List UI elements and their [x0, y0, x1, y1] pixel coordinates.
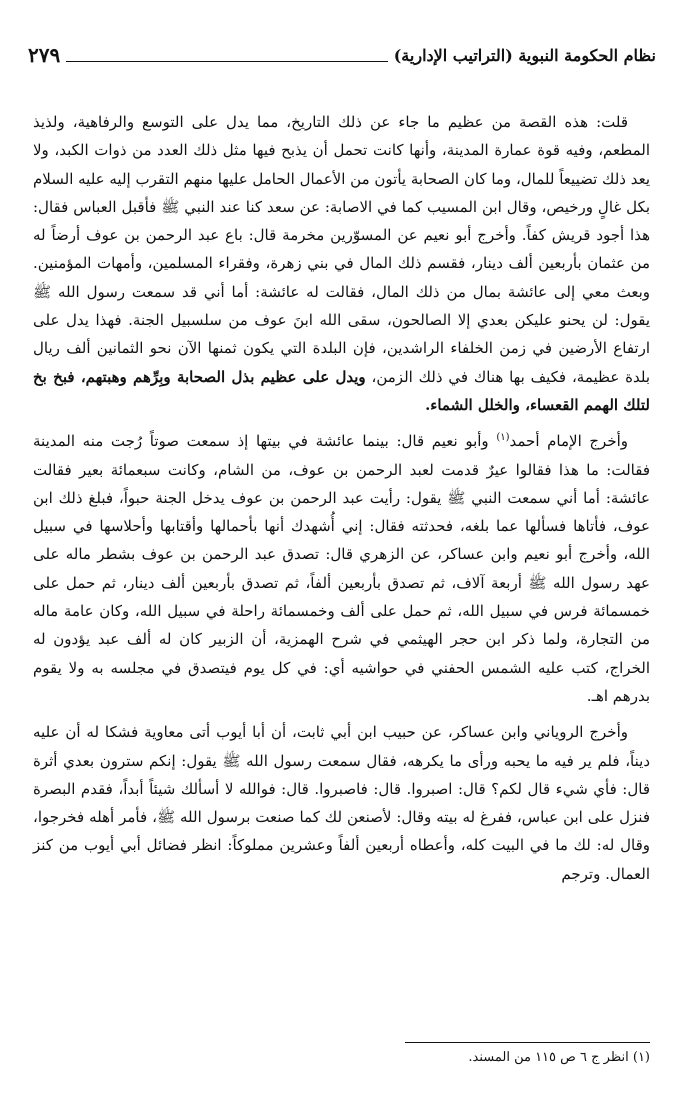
- paragraph-1: [33, 108, 650, 419]
- paragraph-1-bold-text: ويدل على عظيم بذل الصحابة وبِرِّهم وهبتهم، فبخ بخ لتلك الهمم القعساء، والخلل الشماء.: [33, 367, 650, 414]
- paragraph-3: [33, 718, 650, 888]
- paragraph-2-text-a: وأخرج الإمام أحمد: [509, 432, 629, 451]
- page-header: [28, 40, 656, 70]
- footnote: (١) انظر ج ٦ ص ١١٥ من المسند.: [468, 1050, 650, 1065]
- paragraph-2-text-b: وأبو نعيم قال: بينما عائشة في بيتها إذ سمعت صوتاً رُجت منه المدينة فقالت: ما هذا فقالوا عيرٌ قدمت لعبد الرحمن بن عوف، من الشام، وكانت سبعمائة بعير فقالت عائشة: أما أني سمعت النبي ﷺ يقول: رأيت عبد الرحمن بن عوف يدخل الجنة حبواً، فبلغ ذلك ابن عوف، فأتاها فسألها عما بلغه، فحدثته فقال: إني أُشهدك أنها بأحمالها وأقتابها وأحلاسها في سبيل الله، وأخرج أبو نعيم وابن عساكر، عن الزهري قال: تصدق عبد الرحمن بن عوف بشطر ماله على عهد رسول الله ﷺ أربعة آلاف، ثم تصدق بأربعين ألفاً، ثم تصدق بأربعين ألف دينار، ثم حمل على خمسمائة فرس في سبيل الله، ثم حمل على ألف وخمسمائة راحلة في سبيل الله، وكان عامة ماله من التجارة، ولما ذكر ابن حجر الهيثمي في شرح الهمزية، أن الزبير كان له ألف عبد يؤدون له الخراج، كتب عليه الشمس الحفني في حواشيه أي: في كل يوم فيتصدق في مجلسه به ولا يقوم بدرهم اهـ.: [33, 432, 650, 705]
- paragraph-2: [33, 427, 650, 710]
- header-rule: [66, 49, 388, 62]
- paragraph-3-text: وأخرج الروياني وابن عساكر، عن حبيب ابن أبي ثابت، أن أبا أيوب أتى معاوية فشكا له أن عليه ديناً، فلم ير فيه ما يحبه ورأى ما يكرهه، فقال سمعت رسول الله ﷺ يقول: إنكم سترون بعدي أثرة قال: فأي شيء قال لكم؟ قال: اصبروا. قال: فاصبروا. قال: فوالله لا أسألك شيئاً أبداً، فقدم البصرة فنزل على ابن عباس، ففرغ له بيته وقال: لأصنعن لك كما صنعت برسول الله ﷺ، فأمر أهله فخرجوا، وقال له: لك ما في البيت كله، وأعطاه أربعين ألفاً وعشرين مملوكاً: انظر فضائل أبي أيوب من كنز العمال. وترجم: [33, 723, 650, 883]
- footnote-rule: [405, 1042, 650, 1043]
- page-number: ٢٧٩: [28, 43, 61, 67]
- footnote-marker: (١): [496, 432, 510, 444]
- running-title: نظام الحكومة النبوية (التراتيب الإدارية): [393, 45, 656, 65]
- paragraph-1-text: قلت: هذه القصة من عظيم ما جاء عن ذلك التاريخ، مما يدل على التوسع والرفاهية، ولذيذ المطعم، وفيه قوة عمارة المدينة، وأنها كانت تحمل أن يذبح فيها مثل ذلك العدد من ذوات الكبد، ولا يعد ذلك تضييعاً للمال، وما كان الصحابة يأتون من الأعمال الحامل عليها منهم التقرب إليه عليه السلام بكل غالٍ ورخيص، وقال ابن المسيب كما في الاصابة: عن سعد كنا عند النبي ﷺ فأقبل العباس فقال: هذا أجود قريش كفاً. وأخرج أبو نعيم عن المسوّرين مخرمة قال: باع عبد الرحمن بن عوف أرضاً له من عثمان بأربعين ألف دينار، فقسم ذلك المال في بني زهرة، وفقراء المسلمين، وأمهات المؤمنين. وبعث معي إلى عائشة بمال من ذلك المال، فقالت له عائشة: أما أني قد سمعت رسول الله ﷺ يقول: لن يحنو عليكن بعدي إلا الصالحون، سقى الله ابنَ عوف من سلسبيل الجنة. فهذا يدل على ارتفاع الأرضين في زمن الخلفاء الراشدين، فإن البلدة التي يكون ثمنها الآن نحو الثمانين ألف ريال بلدة عظيمة، فكيف بها هناك في ذلك الزمن،: [33, 113, 650, 386]
- main-text: [33, 108, 650, 890]
